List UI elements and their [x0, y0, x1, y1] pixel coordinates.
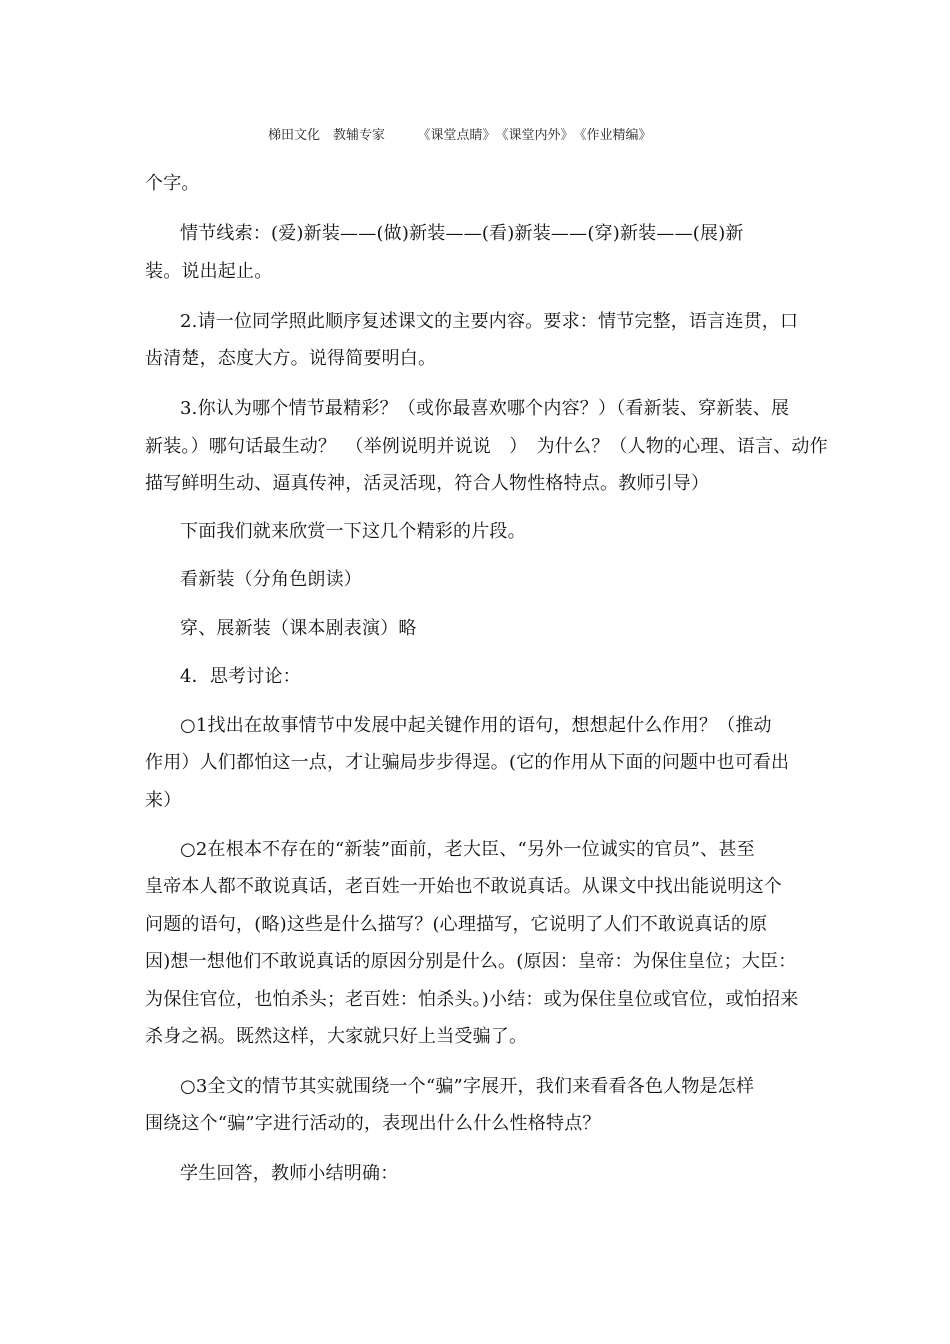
text-line: 因)想一想他们不敢说真话的原因分别是什么。(原因：皇帝：为保住皇位；大臣： [145, 951, 797, 972]
text-line: 看新装（分角色朗读） [180, 569, 362, 590]
text-line: 穿、展新装（课本剧表演）略 [180, 618, 417, 639]
text-line: 来） [145, 790, 182, 811]
text-line: 皇帝本人都不敢说真话，老百姓一开始也不敢说真话。从课文中找出能说明这个 [145, 876, 782, 897]
text-line: 杀身之祸。既然这样，大家就只好上当受骗了。 [145, 1026, 528, 1047]
text-line: 学生回答，教师小结明确： [180, 1163, 399, 1184]
text-line: 为保住官位，也怕杀头；老百姓：怕杀头。)小结：或为保住皇位或官位，或怕招来 [145, 989, 799, 1010]
text-line: 新装。）哪句话最生动？ （举例说明并说说 ） 为什么？（人物的心理、语言、动作 [145, 436, 828, 457]
text-line: 个字。 [145, 173, 200, 194]
text-line: ○1找出在故事情节中发展中起关键作用的语句，想想起什么作用？（推动 [180, 715, 772, 736]
text-line: 3.你认为哪个情节最精彩？（或你最喜欢哪个内容？）（看新装、穿新装、展 [180, 398, 790, 419]
text-line: 2.请一位同学照此顺序复述课文的主要内容。要求：情节完整，语言连贯，口 [180, 311, 799, 332]
text-line: 情节线索：(爱)新装——(做)新装——(看)新装——(穿)新装——(展)新 [180, 223, 744, 244]
page-header: 梯田文化 教辅专家 《课堂点睛》 《课堂内外》 《作业精编》 [268, 128, 652, 143]
text-line: 齿清楚，态度大方。说得简要明白。 [145, 348, 437, 369]
text-line: 下面我们就来欣赏一下这几个精彩的片段。 [180, 521, 526, 542]
text-line: 问题的语句，(略)这些是什么描写？(心理描写，它说明了人们不敢说真话的原 [145, 914, 768, 935]
text-line: 描写鲜明生动、逼真传神，活灵活现，符合人物性格特点。教师引导） [145, 473, 710, 494]
text-line: 4．思考讨论： [180, 666, 301, 687]
text-line: ○3全文的情节其实就围绕一个“骗”字展开，我们来看看各色人物是怎样 [180, 1076, 755, 1097]
text-line: 围绕这个“骗”字进行活动的，表现出什么什么性格特点？ [145, 1113, 601, 1134]
text-line: 装。说出起止。 [145, 261, 273, 282]
text-line: 作用）人们都怕这一点，才让骗局步步得逞。(它的作用从下面的问题中也可看出 [145, 752, 790, 773]
text-line: ○2在根本不存在的“新装”面前，老大臣、“另外一位诚实的官员”、甚至 [180, 839, 755, 860]
